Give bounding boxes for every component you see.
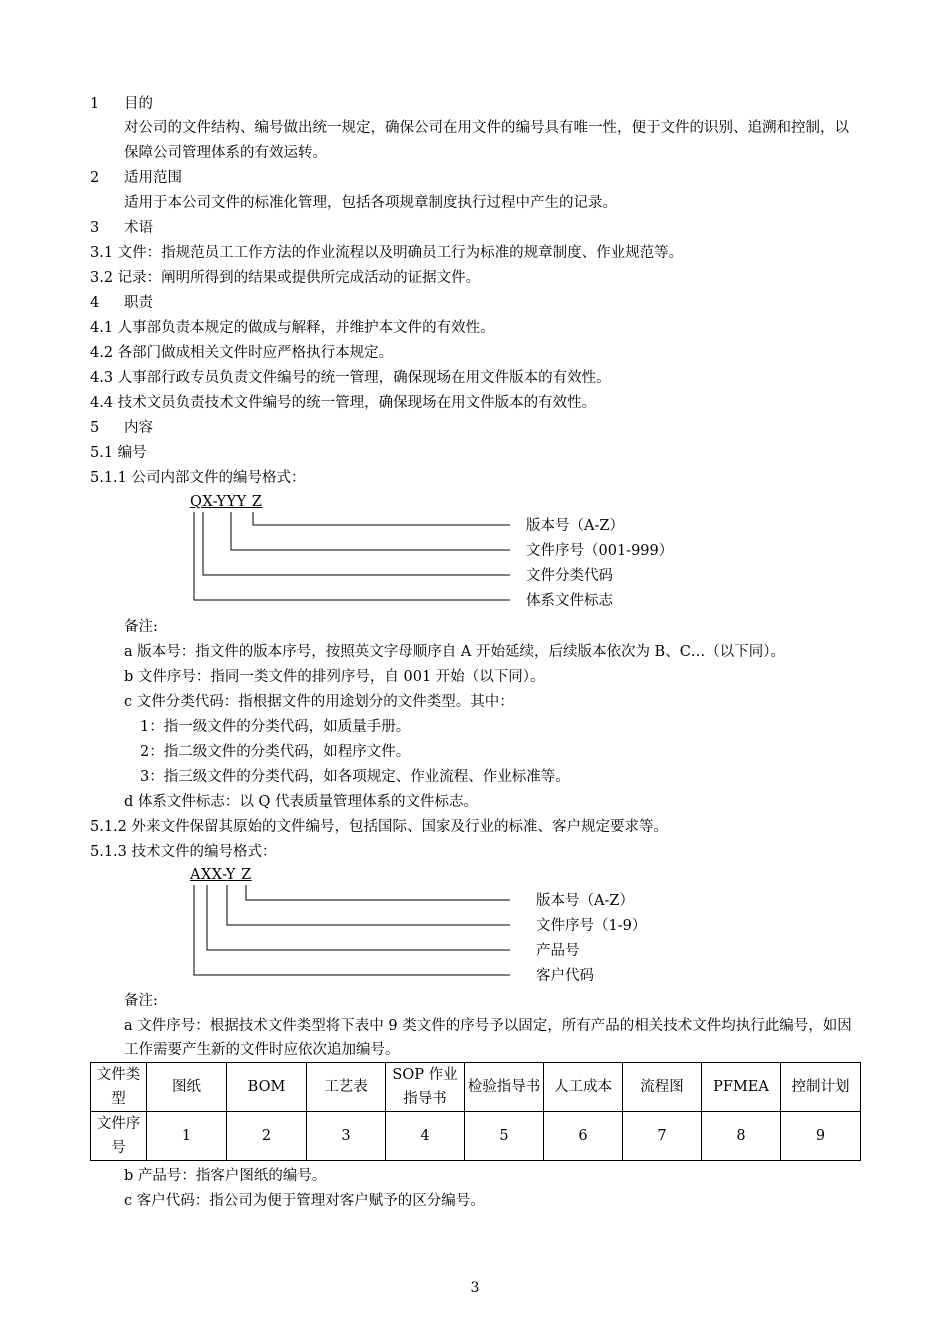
- notes1-c1: 1：指一级文件的分类代码，如质量手册。: [140, 719, 411, 735]
- notes1-a: a 版本号：指文件的版本序号，按照英文字母顺序自 A 开始延续，后续版本依次为 B、C…（以下同）。: [124, 644, 786, 660]
- document-type-serial-table: [90, 1062, 861, 1161]
- table-cell: 1: [147, 1112, 227, 1161]
- notes2-title: 备注:: [124, 993, 158, 1009]
- notes1-title: 备注:: [124, 619, 158, 635]
- section-2-heading: 2 适用范围: [90, 170, 182, 186]
- diagram1-label-category: 文件分类代码: [526, 568, 613, 584]
- section-5-1: 5.1 编号: [90, 445, 147, 461]
- page-number: 3: [470, 1280, 480, 1296]
- section-3-1: 3.1 文件：指规范员工工作方法的作业流程以及明确员工行为标准的规章制度、作业规范等。: [90, 245, 684, 261]
- table-cell: 文件序号: [91, 1112, 147, 1161]
- table-cell: SOP 作业指导书: [386, 1063, 465, 1112]
- table-row: [91, 1063, 861, 1112]
- internal-code-format: QX-YYY Z: [190, 494, 263, 510]
- table-cell: BOM: [227, 1063, 307, 1112]
- notes2-b: b 产品号：指客户图纸的编号。: [124, 1168, 327, 1184]
- section-4-2: 4.2 各部门做成相关文件时应严格执行本规定。: [90, 345, 394, 361]
- table-cell: 控制计划: [781, 1063, 861, 1112]
- notes1-c: c 文件分类代码：指根据文件的用途划分的文件类型。其中：: [124, 694, 514, 710]
- diagram2-label-serial: 文件序号（1-9）: [536, 918, 647, 934]
- diagram1-label-system: 体系文件标志: [526, 593, 613, 609]
- table-cell: 流程图: [623, 1063, 702, 1112]
- section-1-body: 对公司的文件结构、编号做出统一规定，确保公司在用文件的编号具有唯一性，便于文件的识别、追溯和控制，以保障公司管理体系的有效运转。: [124, 120, 849, 161]
- section-5-heading: 5 内容: [90, 420, 153, 436]
- table-cell: 4: [386, 1112, 465, 1161]
- table-cell: 6: [544, 1112, 623, 1161]
- table-cell: 2: [227, 1112, 307, 1161]
- section-1-heading: 1 目的: [90, 96, 153, 112]
- technical-code-format: AXX-Y Z: [190, 867, 252, 883]
- section-5-1-2: 5.1.2 外来文件保留其原始的文件编号，包括国际、国家及行业的标准、客户规定要求等。: [90, 819, 668, 835]
- section-2-body: 适用于本公司文件的标准化管理，包括各项规章制度执行过程中产生的记录。: [124, 195, 617, 211]
- table-cell: 5: [465, 1112, 544, 1161]
- notes2-c: c 客户代码：指公司为便于管理对客户赋予的区分编号。: [124, 1193, 485, 1209]
- notes2-a: a 文件序号：根据技术文件类型将下表中 9 类文件的序号予以固定，所有产品的相关技术文件均执行此编号，如因工作需要产生新的文件时应依次追加编号。: [124, 1018, 852, 1058]
- section-3-2: 3.2 记录：阐明所得到的结果或提供所完成活动的证据文件。: [90, 270, 481, 286]
- table-cell: 7: [623, 1112, 702, 1161]
- notes1-d: d 体系文件标志：以 Q 代表质量管理体系的文件标志。: [124, 794, 478, 810]
- notes1-c3: 3：指三级文件的分类代码，如各项规定、作业流程、作业标准等。: [140, 769, 570, 785]
- section-5-1-3: 5.1.3 技术文件的编号格式：: [90, 844, 277, 860]
- section-5-1-1: 5.1.1 公司内部文件的编号格式：: [90, 470, 306, 486]
- section-4-heading: 4 职责: [90, 295, 153, 311]
- table-cell: 人工成本: [544, 1063, 623, 1112]
- section-4-4: 4.4 技术文员负责技术文件编号的统一管理，确保现场在用文件版本的有效性。: [90, 395, 597, 411]
- notes1-b: b 文件序号：指同一类文件的排列序号，自 001 开始（以下同）。: [124, 669, 545, 685]
- diagram1-label-version: 版本号（A-Z）: [526, 518, 624, 534]
- table-cell: 图纸: [147, 1063, 227, 1112]
- table-cell: 8: [702, 1112, 781, 1161]
- diagram2-label-product: 产品号: [536, 943, 580, 959]
- table-cell: 工艺表: [307, 1063, 386, 1112]
- table-cell: 检验指导书: [465, 1063, 544, 1112]
- section-3-heading: 3 术语: [90, 220, 153, 236]
- table-row: [91, 1112, 861, 1161]
- notes1-c2: 2：指二级文件的分类代码，如程序文件。: [140, 744, 411, 760]
- diagram2-label-version: 版本号（A-Z）: [536, 893, 634, 909]
- table-cell: 文件类型: [91, 1063, 147, 1112]
- diagram2-label-customer: 客户代码: [536, 968, 594, 984]
- table-cell: 9: [781, 1112, 861, 1161]
- table-cell: PFMEA: [702, 1063, 781, 1112]
- table-cell: 3: [307, 1112, 386, 1161]
- diagram1-label-serial: 文件序号（001-999）: [526, 543, 674, 559]
- section-4-3: 4.3 人事部行政专员负责文件编号的统一管理，确保现场在用文件版本的有效性。: [90, 370, 611, 386]
- section-4-1: 4.1 人事部负责本规定的做成与解释，并维护本文件的有效性。: [90, 320, 495, 336]
